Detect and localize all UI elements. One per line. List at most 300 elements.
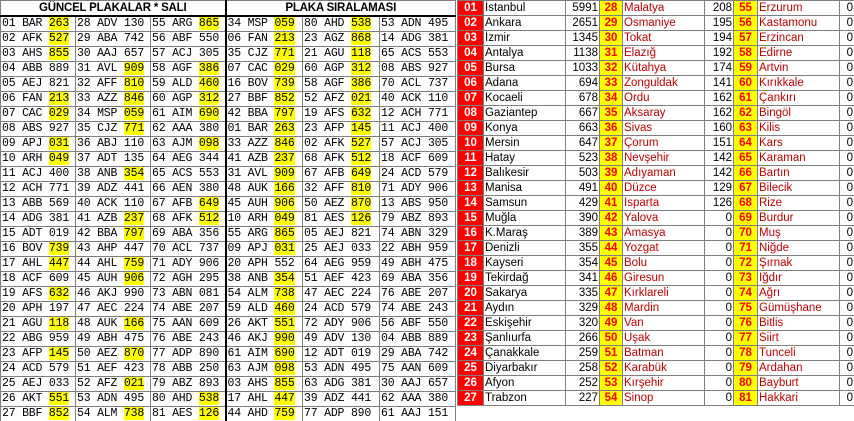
plate-cell	[226, 137, 303, 152]
plate-code: 16 BOV	[2, 242, 49, 255]
table-row	[1, 137, 456, 152]
plate-count: 0	[705, 226, 734, 241]
plate-code: 79 ABZ	[152, 377, 199, 390]
plate-cell	[151, 182, 226, 197]
plate-number: 118	[350, 47, 372, 60]
plate-count: 429	[566, 196, 600, 211]
plate-number: 130	[350, 332, 372, 345]
plate-code: 45 AUH	[77, 272, 124, 285]
city-name: Isparta	[623, 196, 705, 211]
table-row	[1, 317, 456, 332]
ranking-row	[458, 76, 854, 91]
table-row	[1, 92, 456, 107]
plate-count: 0	[705, 346, 734, 361]
city-name: Konya	[484, 121, 566, 136]
city-name: Balıkesir	[484, 166, 566, 181]
plate-cell	[226, 197, 303, 212]
city-name: Rize	[758, 196, 840, 211]
rank-number: 21	[458, 301, 484, 316]
plate-cell	[1, 377, 76, 392]
plate-count: 0	[840, 346, 854, 361]
plate-cell	[226, 287, 303, 302]
plate-number: 166	[123, 317, 145, 330]
ranking-row	[458, 1, 854, 16]
plate-count: 1345	[566, 31, 600, 46]
plate-number: 959	[350, 257, 372, 270]
rank-number: 60	[734, 76, 758, 91]
plate-count: 389	[566, 226, 600, 241]
plate-count: 194	[705, 31, 734, 46]
rank-number: 76	[734, 316, 758, 331]
plate-cell	[76, 152, 151, 167]
plate-cell	[1, 16, 76, 32]
plate-number: 344	[198, 152, 220, 165]
plate-count: 0	[840, 46, 854, 61]
city-name: Kırşehir	[623, 376, 705, 391]
plate-cell	[1, 107, 76, 122]
plate-cell	[303, 392, 380, 407]
plate-count: 0	[705, 256, 734, 271]
rank-number: 10	[458, 136, 484, 151]
ranking-row	[458, 106, 854, 121]
plate-number: 441	[123, 182, 145, 195]
plate-number: 243	[427, 302, 449, 315]
plate-code: 19 AFS	[2, 287, 49, 300]
plate-count: 647	[566, 136, 600, 151]
plate-code: 60 AGP	[152, 92, 199, 105]
plate-code: 34 MSP	[77, 107, 124, 120]
plate-code: 74 ABE	[381, 302, 428, 315]
plate-code: 57 ACJ	[381, 137, 428, 150]
city-name: Kocaeli	[484, 91, 566, 106]
table-row	[1, 242, 456, 257]
plate-cell	[380, 287, 456, 302]
plate-cell	[380, 407, 456, 421]
plate-cell	[151, 62, 226, 77]
plate-number: 475	[123, 332, 145, 345]
plate-count: 195	[705, 16, 734, 31]
city-name: Samsun	[484, 196, 566, 211]
plate-number: 059	[123, 107, 145, 120]
plate-code: 26 AKT	[227, 317, 275, 330]
ranking-row	[458, 16, 854, 31]
plate-number: 852	[274, 92, 295, 105]
plate-number: 130	[123, 17, 145, 30]
plate-number: 151	[427, 407, 449, 420]
plate-cell	[380, 152, 456, 167]
plate-cell	[380, 47, 456, 62]
plate-code: 29 ABA	[77, 32, 124, 45]
plate-count: 174	[705, 61, 734, 76]
plate-cell	[151, 347, 226, 362]
plate-cell	[151, 392, 226, 407]
plate-number: 400	[48, 167, 70, 180]
plate-count: 390	[566, 211, 600, 226]
plate-code: 35 CJZ	[227, 47, 275, 60]
plate-cell	[1, 287, 76, 302]
plate-cell	[380, 242, 456, 257]
plate-code: 28 ADV	[77, 17, 124, 30]
plate-number: 495	[123, 392, 145, 405]
plate-number: 771	[274, 47, 295, 60]
plate-cell	[380, 377, 456, 392]
city-name: Kütahya	[623, 61, 705, 76]
plate-cell	[303, 377, 380, 392]
rank-number: 39	[600, 166, 623, 181]
plate-cell	[151, 242, 226, 257]
plate-code: 09 APJ	[2, 137, 49, 150]
plate-cell	[76, 242, 151, 257]
table-row	[1, 227, 456, 242]
city-name: Afyon	[484, 376, 566, 391]
rank-number: 35	[600, 106, 623, 121]
plate-number: 579	[48, 362, 70, 375]
rank-number: 25	[458, 361, 484, 376]
plate-code: 70 ACL	[381, 77, 428, 90]
ranking-row	[458, 211, 854, 226]
plate-cell	[76, 332, 151, 347]
plate-code: 64 AEG	[152, 152, 199, 165]
rank-number: 17	[458, 241, 484, 256]
rank-number: 14	[458, 196, 484, 211]
ranking-row	[458, 286, 854, 301]
rank-number: 67	[734, 181, 758, 196]
plate-cell	[226, 272, 303, 287]
plate-code: 46 AKJ	[77, 287, 124, 300]
plate-code: 52 AFZ	[77, 377, 124, 390]
city-name: Çorum	[623, 136, 705, 151]
rank-number: 15	[458, 211, 484, 226]
city-name: Manisa	[484, 181, 566, 196]
plate-number: 031	[48, 137, 70, 150]
city-name: Sinop	[623, 391, 705, 406]
plate-code: 81 AES	[152, 407, 199, 420]
plate-code: 01 BAR	[2, 17, 49, 30]
rank-number: 40	[600, 181, 623, 196]
plate-code: 31 AVL	[227, 167, 275, 180]
plate-number: 207	[198, 302, 220, 315]
plate-ranking-header: PLAKA SIRALAMASI	[226, 1, 456, 17]
plate-number: 959	[427, 242, 449, 255]
plate-cell	[303, 107, 380, 122]
plate-code: 23 AGZ	[304, 32, 351, 45]
plate-cell	[151, 362, 226, 377]
plate-number: 890	[198, 347, 220, 360]
plate-code: 21 AGU	[304, 47, 351, 60]
city-name: Tekirdağ	[484, 271, 566, 286]
plate-count: 0	[705, 271, 734, 286]
table-row	[1, 347, 456, 362]
plate-cell	[76, 182, 151, 197]
plate-count: 162	[705, 91, 734, 106]
plate-number: 771	[48, 182, 70, 195]
city-name: Kars	[758, 136, 840, 151]
city-name: Bayburt	[758, 376, 840, 391]
ranking-row	[458, 241, 854, 256]
rank-number: 78	[734, 346, 758, 361]
plate-number: 865	[198, 17, 220, 30]
plate-code: 17 AHL	[227, 392, 275, 405]
city-name: Kırklareli	[623, 286, 705, 301]
city-name: Burdur	[758, 211, 840, 226]
plate-cell	[76, 122, 151, 137]
plate-code: 49 ADV	[304, 332, 351, 345]
plate-count: 160	[705, 121, 734, 136]
plate-number: 512	[350, 152, 372, 165]
plate-count: 0	[840, 181, 854, 196]
plate-code: 39 ADZ	[304, 392, 351, 405]
plate-cell	[76, 227, 151, 242]
plate-code: 05 AEJ	[2, 77, 49, 90]
plate-count: 663	[566, 121, 600, 136]
rank-number: 43	[600, 226, 623, 241]
plate-code: 47 AEC	[304, 287, 351, 300]
plate-cell	[76, 167, 151, 182]
city-name: Ordu	[623, 91, 705, 106]
plate-code: 79 ABZ	[381, 212, 428, 225]
plate-count: 1033	[566, 61, 600, 76]
plate-number: 475	[427, 257, 449, 270]
ranking-row	[458, 121, 854, 136]
rank-number: 51	[600, 346, 623, 361]
plate-cell	[1, 92, 76, 107]
plate-code: 14 ADG	[381, 32, 428, 45]
plate-code: 37 ADT	[77, 152, 124, 165]
plate-cell	[151, 32, 226, 47]
plate-count: 0	[840, 241, 854, 256]
plate-cell	[151, 197, 226, 212]
plate-count: 259	[566, 346, 600, 361]
rank-number: 37	[600, 136, 623, 151]
plate-code: 51 AEF	[304, 272, 351, 285]
plate-number: 737	[427, 77, 449, 90]
plate-cell	[226, 152, 303, 167]
rank-number: 27	[458, 391, 484, 406]
plate-number: 329	[427, 227, 449, 240]
city-name: Şırnak	[758, 256, 840, 271]
plate-cell	[151, 137, 226, 152]
plate-number: 810	[123, 77, 145, 90]
plate-number: 312	[350, 62, 372, 75]
plate-cell	[303, 32, 380, 47]
plate-number: 690	[274, 347, 295, 360]
rank-number: 26	[458, 376, 484, 391]
plate-number: 381	[350, 377, 372, 390]
plate-number: 551	[48, 392, 70, 405]
plate-cell	[226, 362, 303, 377]
plate-number: 441	[350, 392, 372, 405]
plate-number: 460	[198, 77, 220, 90]
plate-number: 250	[198, 362, 220, 375]
plate-number: 386	[350, 77, 372, 90]
ranking-row	[458, 181, 854, 196]
plate-number: 527	[350, 137, 372, 150]
plate-code: 12 ADT	[304, 347, 351, 360]
plate-cell	[303, 362, 380, 377]
plate-code: 66 AEN	[152, 182, 199, 195]
plate-cell	[76, 77, 151, 92]
rank-number: 44	[600, 241, 623, 256]
rank-number: 49	[600, 316, 623, 331]
plate-number: 135	[123, 152, 145, 165]
plate-count: 0	[840, 361, 854, 376]
plate-count: 126	[705, 196, 734, 211]
plate-code: 19 AFS	[304, 107, 351, 120]
plate-cell	[226, 392, 303, 407]
plate-number: 906	[427, 182, 449, 195]
plate-number: 386	[198, 62, 220, 75]
plate-code: 16 BOV	[227, 77, 275, 90]
plate-cell	[226, 62, 303, 77]
rank-number: 24	[458, 346, 484, 361]
plate-code: 23 AFP	[304, 122, 351, 135]
plate-code: 77 ADP	[152, 347, 199, 360]
plate-cell	[226, 212, 303, 227]
plate-cell	[1, 32, 76, 47]
city-name: Muğla	[484, 211, 566, 226]
city-name: Gümüşhane	[758, 301, 840, 316]
plate-code: 50 AEZ	[304, 197, 351, 210]
plate-cell	[1, 302, 76, 317]
city-name: Muş	[758, 226, 840, 241]
plate-cell	[76, 407, 151, 421]
rank-number: 45	[600, 256, 623, 271]
plate-cell	[226, 77, 303, 92]
plate-number: 552	[274, 257, 295, 270]
city-name: Niğde	[758, 241, 840, 256]
plate-code: 38 ANB	[77, 167, 124, 180]
plate-cell	[303, 197, 380, 212]
ranking-row	[458, 166, 854, 181]
ranking-row	[458, 331, 854, 346]
plate-code: 12 ACH	[381, 107, 428, 120]
plate-number: 950	[427, 197, 449, 210]
rank-number: 03	[458, 31, 484, 46]
plate-count: 0	[840, 331, 854, 346]
plate-number: 356	[427, 272, 449, 285]
rank-number: 55	[734, 1, 758, 16]
city-name: Malatya	[623, 1, 705, 16]
plate-code: 38 ANB	[227, 272, 275, 285]
rank-number: 71	[734, 241, 758, 256]
ranking-row	[458, 391, 854, 406]
plate-cell	[303, 122, 380, 137]
plate-cell	[1, 407, 76, 421]
plate-number: 224	[123, 302, 145, 315]
city-name: Ardahan	[758, 361, 840, 376]
plate-count: 0	[840, 256, 854, 271]
table-row	[1, 16, 456, 32]
rank-number: 08	[458, 106, 484, 121]
plate-code: 14 ADG	[2, 212, 49, 225]
plate-number: 609	[48, 272, 70, 285]
plate-cell	[303, 47, 380, 62]
plate-count: 354	[566, 256, 600, 271]
rank-number: 57	[734, 31, 758, 46]
plate-cell	[76, 257, 151, 272]
plate-number: 213	[274, 32, 295, 45]
plate-code: 69 ABA	[381, 272, 428, 285]
plate-cell	[151, 227, 226, 242]
rank-number: 01	[458, 1, 484, 16]
plate-code: 58 AGF	[304, 77, 351, 90]
table-row	[1, 377, 456, 392]
plate-cell	[76, 62, 151, 77]
plate-cell	[226, 92, 303, 107]
plate-number: 031	[274, 242, 295, 255]
plate-cell	[303, 212, 380, 227]
plate-code: 24 ACD	[304, 302, 351, 315]
plate-code: 60 AGP	[304, 62, 351, 75]
plate-code: 48 AUK	[77, 317, 124, 330]
plate-cell	[76, 47, 151, 62]
plate-cell	[76, 377, 151, 392]
plate-number: 846	[274, 137, 295, 150]
plate-number: 771	[123, 122, 145, 135]
plate-number: 579	[427, 167, 449, 180]
plate-number: 237	[274, 152, 295, 165]
plate-number: 797	[274, 107, 295, 120]
plate-count: 0	[840, 196, 854, 211]
rank-number: 18	[458, 256, 484, 271]
table-row	[1, 302, 456, 317]
plate-cell	[303, 257, 380, 272]
plate-number: 305	[427, 137, 449, 150]
plate-number: 870	[350, 197, 372, 210]
plate-number: 868	[350, 32, 372, 45]
city-name: Elazığ	[623, 46, 705, 61]
plate-code: 49 ABH	[77, 332, 124, 345]
plate-number: 126	[350, 212, 372, 225]
plate-code: 08 ABS	[2, 122, 49, 135]
plate-cell	[151, 257, 226, 272]
plate-number: 893	[198, 377, 220, 390]
plate-cell	[1, 47, 76, 62]
rank-number: 65	[734, 151, 758, 166]
ranking-row	[458, 196, 854, 211]
plate-cell	[226, 317, 303, 332]
plate-number: 381	[48, 212, 70, 225]
rank-number: 05	[458, 61, 484, 76]
city-name: Amasya	[623, 226, 705, 241]
plate-code: 25 AEJ	[304, 242, 351, 255]
plate-number: 759	[123, 257, 145, 270]
table-row	[1, 152, 456, 167]
ranking-row	[458, 346, 854, 361]
rank-number: 64	[734, 136, 758, 151]
plate-cell	[76, 137, 151, 152]
rank-number: 06	[458, 76, 484, 91]
plate-cell	[380, 227, 456, 242]
plate-code: 06 FAN	[227, 32, 275, 45]
plate-number: 553	[427, 47, 449, 60]
plate-cell	[151, 107, 226, 122]
plate-code: 69 ABA	[152, 227, 199, 240]
city-name: Hakkari	[758, 391, 840, 406]
rank-number: 75	[734, 301, 758, 316]
plate-cell	[303, 182, 380, 197]
plate-code: 75 AAN	[381, 362, 428, 375]
plate-number: 356	[198, 227, 220, 240]
plate-code: 35 CJZ	[77, 122, 124, 135]
plate-count: 320	[566, 316, 600, 331]
plate-number: 821	[48, 77, 70, 90]
rank-number: 56	[734, 16, 758, 31]
rank-number: 70	[734, 226, 758, 241]
plate-number: 495	[350, 362, 372, 375]
plate-cell	[303, 62, 380, 77]
plate-number: 243	[198, 332, 220, 345]
